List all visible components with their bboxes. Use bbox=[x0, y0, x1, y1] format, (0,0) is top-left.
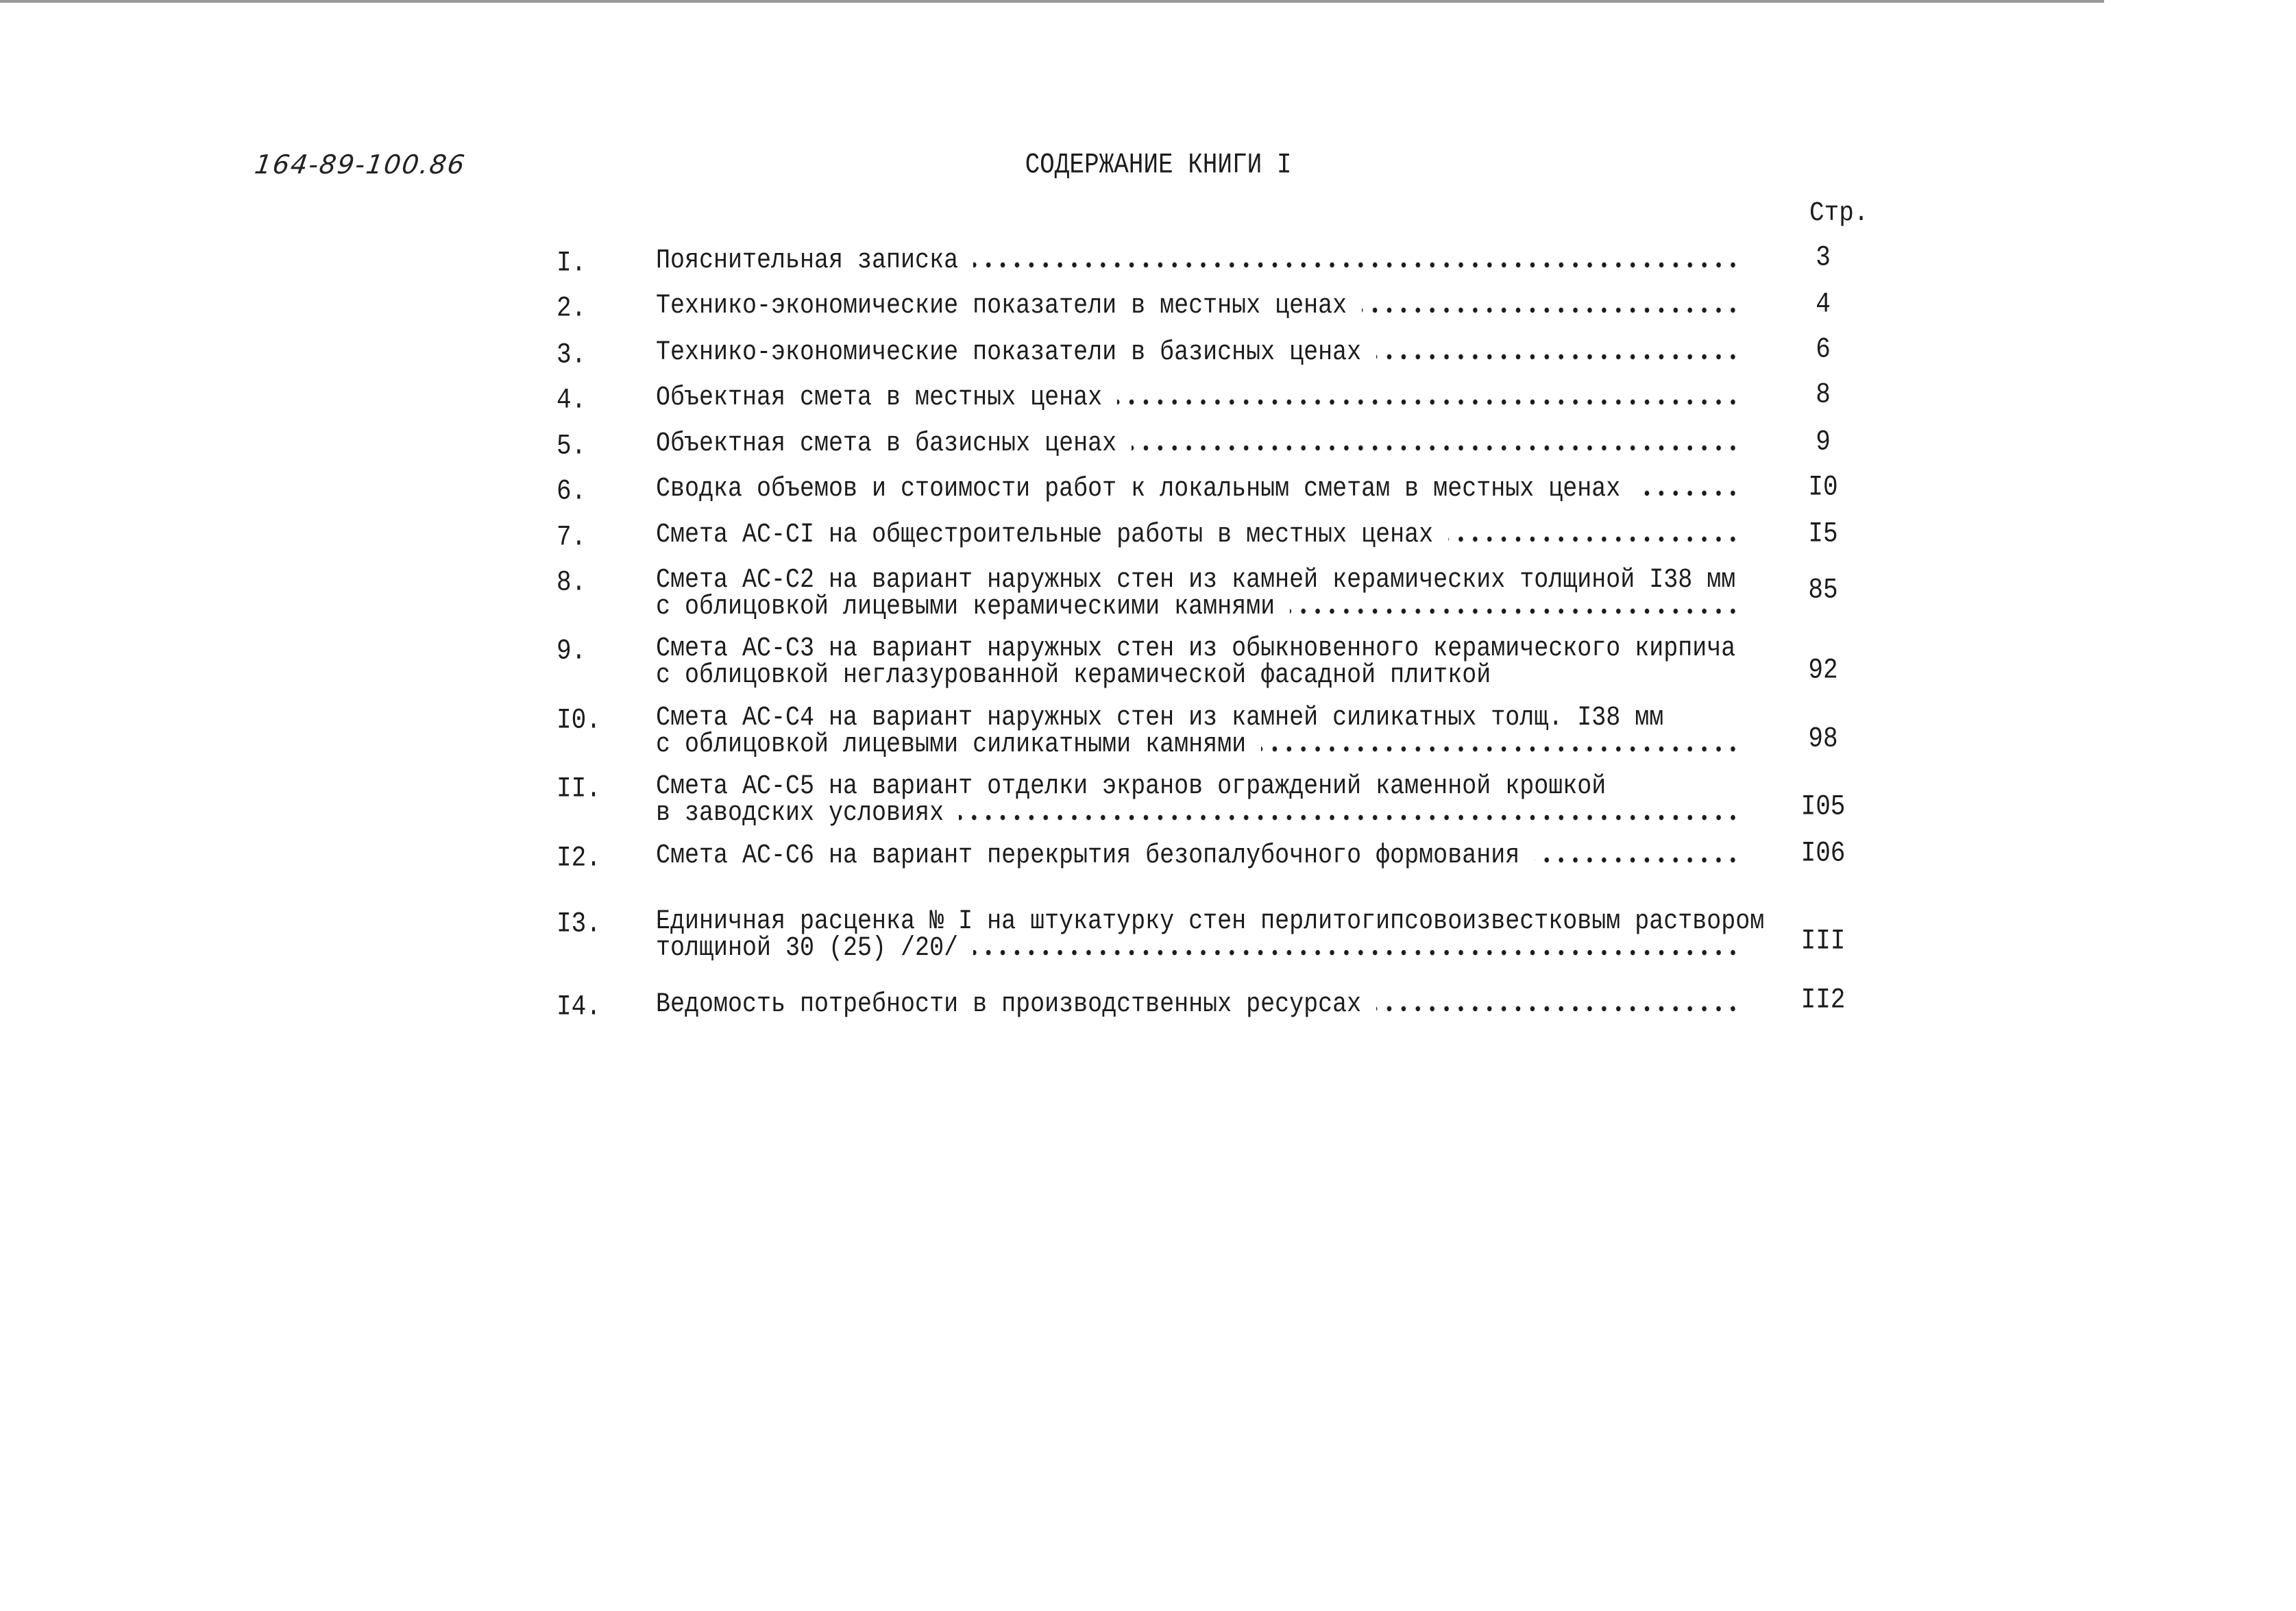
entry-title-line bbox=[656, 770, 1761, 802]
entry-title bbox=[656, 289, 1761, 322]
entry-page-number: 85 bbox=[1808, 574, 1838, 607]
entry-number: II. bbox=[557, 773, 601, 806]
entry-title-text: Единичная расценка № I на штукатурку стен перлитогипсовоизвестковым раствором bbox=[656, 905, 1765, 937]
entry-title bbox=[656, 518, 1761, 550]
entry-number: 3. bbox=[557, 339, 587, 372]
entry-title-text: Пояснительная записка bbox=[656, 244, 959, 276]
entry-page-number: 9 bbox=[1816, 426, 1831, 459]
entry-title bbox=[656, 472, 1761, 505]
entry-number: 8. bbox=[557, 566, 587, 599]
entry-title bbox=[656, 701, 1761, 760]
entry-page-number: I5 bbox=[1808, 518, 1838, 550]
dot-leader bbox=[973, 262, 1740, 268]
entry-title-line bbox=[656, 839, 1761, 871]
entry-title-text: Смета АС-СI на общестроительные работы в местных ценах bbox=[656, 518, 1434, 550]
entry-title-line bbox=[656, 244, 1761, 276]
dot-leader bbox=[1117, 399, 1740, 405]
entry-title-line bbox=[656, 905, 1765, 937]
entry-title-line bbox=[656, 289, 1761, 322]
entry-title-line bbox=[656, 381, 1761, 413]
entry-title-text: Смета АС-С5 на вариант отделки экранов ограждений каменной крошкой bbox=[656, 770, 1607, 802]
document-code: 164-89-100.86 bbox=[252, 149, 468, 180]
entry-title-line bbox=[656, 427, 1761, 459]
entry-title-text: с облицовкой лицевыми силикатными камнями bbox=[656, 728, 1247, 760]
entry-title-text: Смета АС-С4 на вариант наружных стен из камней силикатных толщ. I38 мм bbox=[656, 701, 1664, 734]
entry-title-line bbox=[656, 564, 1761, 596]
entry-title-line bbox=[656, 632, 1761, 664]
entry-page-number: 8 bbox=[1816, 378, 1831, 411]
page-column-label: Стр. bbox=[1809, 197, 1869, 229]
entry-title bbox=[656, 905, 1765, 964]
entry-title-text: Технико-экономические показатели в базисных ценах bbox=[656, 336, 1362, 368]
entry-title-text: Смета АС-С6 на вариант перекрытия безопалубочного формования bbox=[656, 839, 1520, 871]
entry-title-text: Сводка объемов и стоимости работ к локальным сметам в местных ценах bbox=[656, 472, 1621, 505]
entry-title-line bbox=[656, 518, 1761, 550]
dot-leader bbox=[1448, 536, 1740, 542]
entry-title-line bbox=[656, 728, 1761, 760]
entry-title-line bbox=[656, 988, 1761, 1020]
entry-title-text: Объектная смета в базисных ценах bbox=[656, 427, 1117, 459]
entry-title bbox=[656, 566, 1761, 620]
entry-number: I4. bbox=[557, 991, 601, 1023]
dot-leader bbox=[959, 814, 1740, 821]
dot-leader bbox=[1535, 857, 1740, 863]
entry-title-line bbox=[656, 590, 1761, 622]
entry-title bbox=[656, 632, 1761, 691]
entry-title-text: в заводских условиях bbox=[656, 797, 944, 829]
dot-leader bbox=[1635, 490, 1740, 496]
entry-title-line bbox=[656, 472, 1761, 505]
entry-page-number: III bbox=[1800, 925, 1846, 958]
entry-title bbox=[656, 988, 1761, 1020]
dot-leader bbox=[1132, 445, 1740, 451]
entry-number: I2. bbox=[557, 842, 601, 875]
entry-number: I. bbox=[557, 247, 587, 280]
entry-number: 5. bbox=[557, 430, 587, 463]
entry-page-number: 98 bbox=[1808, 723, 1838, 755]
dot-leader bbox=[973, 949, 1740, 956]
entry-page-number: I0 bbox=[1808, 471, 1838, 504]
entry-title-line bbox=[656, 659, 1761, 691]
entry-title-line bbox=[656, 336, 1761, 368]
entry-title bbox=[656, 244, 1761, 276]
entry-number: 9. bbox=[557, 635, 587, 668]
entry-page-number: II2 bbox=[1800, 984, 1846, 1017]
entry-page-number: 4 bbox=[1816, 288, 1831, 321]
entry-page-number: 6 bbox=[1816, 333, 1831, 366]
entry-title-text: Ведомость потребности в производственных ресурсах bbox=[656, 988, 1362, 1020]
scan-top-edge bbox=[0, 0, 2104, 3]
entry-title-text: с облицовкой лицевыми керамическими камнями bbox=[656, 590, 1275, 622]
entry-title-text: Объектная смета в местных ценах bbox=[656, 381, 1103, 413]
entry-title-text: Смета АС-С2 на вариант наружных стен из камней керамических толщиной I38 мм bbox=[656, 564, 1736, 596]
entry-title bbox=[656, 381, 1761, 413]
entry-number: 6. bbox=[557, 475, 587, 508]
entry-title bbox=[656, 336, 1761, 368]
entry-title-text: Смета АС-С3 на вариант наружных стен из обыкновенного керамического кирпича bbox=[656, 632, 1736, 664]
entry-title-line bbox=[656, 932, 1761, 964]
entry-title bbox=[656, 839, 1761, 871]
entry-number: 7. bbox=[557, 521, 587, 554]
entry-number: 2. bbox=[557, 292, 587, 325]
entry-number: 4. bbox=[557, 384, 587, 417]
dot-leader bbox=[1261, 746, 1740, 752]
entry-number: I0. bbox=[557, 704, 601, 737]
entry-title-text: с облицовкой неглазурованной керамической фасадной плиткой bbox=[656, 659, 1491, 691]
page-title: СОДЕРЖАНИЕ КНИГИ I bbox=[1025, 148, 1292, 182]
entry-number: I3. bbox=[557, 908, 601, 941]
entry-title-line bbox=[656, 701, 1761, 734]
entry-title-line bbox=[656, 797, 1761, 829]
dot-leader bbox=[1376, 354, 1740, 360]
entry-page-number: 92 bbox=[1808, 654, 1838, 687]
entry-page-number: 3 bbox=[1816, 241, 1831, 274]
dot-leader bbox=[1290, 608, 1740, 614]
entry-title bbox=[656, 427, 1761, 459]
entry-page-number: I05 bbox=[1800, 790, 1846, 823]
dot-leader bbox=[1362, 307, 1740, 313]
entry-title-text: Технико-экономические показатели в местных ценах bbox=[656, 289, 1347, 322]
entry-title-text: толщиной 30 (25) /20/ bbox=[656, 932, 959, 964]
entry-page-number: I06 bbox=[1800, 837, 1846, 870]
entry-title bbox=[656, 770, 1761, 829]
dot-leader bbox=[1376, 1006, 1740, 1012]
